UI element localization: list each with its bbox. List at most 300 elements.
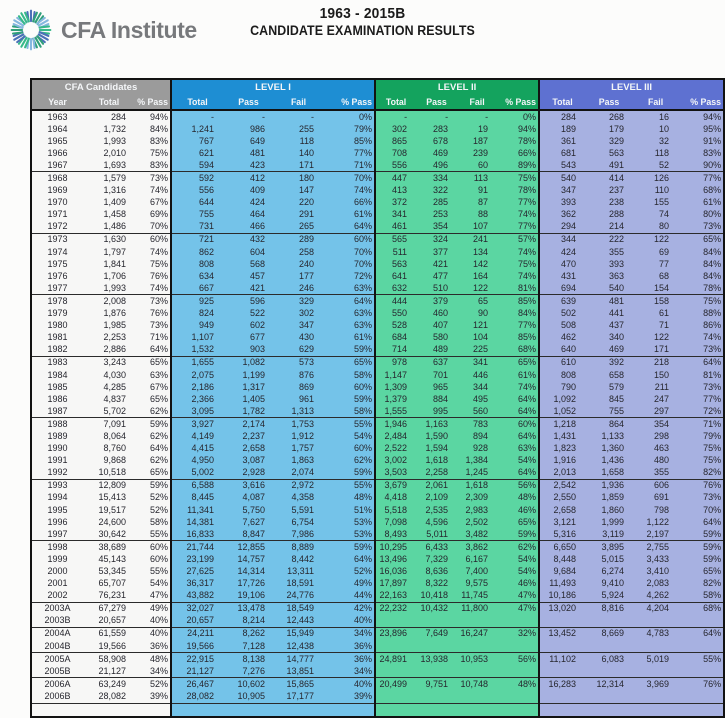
cell-l3-total: 543 <box>539 159 585 172</box>
cell-l2-fail: 107 <box>457 221 497 234</box>
cell-year: 1975 <box>31 258 83 270</box>
table-row <box>31 159 724 172</box>
cell-l1-total: 23,199 <box>171 553 223 565</box>
cell-cand-total: 20,657 <box>83 615 135 628</box>
cell-l1-total: 644 <box>171 197 223 209</box>
cell-cand-pass-rate: 52% <box>135 678 171 691</box>
cell-l3-pass-rate: 79% <box>678 430 724 442</box>
cell-l2-fail <box>457 665 497 678</box>
cell-l1-pass-rate: 74% <box>323 185 375 197</box>
cell-l2-pass-rate: 64% <box>497 393 539 405</box>
cell-l1-pass: 1,199 <box>223 369 274 381</box>
table-row <box>31 381 724 393</box>
cell-l3-fail: 52 <box>633 159 678 172</box>
cell-year: 2005A <box>31 653 83 666</box>
cell-l2-fail: 495 <box>457 393 497 405</box>
cell-l2-fail: 11,800 <box>457 602 497 615</box>
cell-year: 1963 <box>31 110 83 123</box>
cell-l1-pass-rate: 36% <box>323 640 375 653</box>
cell-l3-pass <box>585 640 633 653</box>
cell-cand-total: 1,630 <box>83 233 135 246</box>
cell-l1-pass: 8,262 <box>223 627 274 640</box>
cell-l3-fail: 480 <box>633 455 678 467</box>
cell-l1-pass: 522 <box>223 308 274 320</box>
cell-l1-pass-rate: 36% <box>323 653 375 666</box>
cell-l2-fail: 239 <box>457 147 497 159</box>
cell-l3-pass <box>585 665 633 678</box>
table-row <box>31 479 724 492</box>
cell-l1-pass-rate: 55% <box>323 418 375 431</box>
cell-l2-total: 24,891 <box>375 653 416 666</box>
cell-cand-pass-rate: 40% <box>135 627 171 640</box>
cell-l1-total: 32,027 <box>171 602 223 615</box>
cell-cand-pass-rate: 55% <box>135 528 171 541</box>
cell-year: 1982 <box>31 344 83 357</box>
cell-cand-total: 1,876 <box>83 308 135 320</box>
cell-l1-pass: 7,627 <box>223 516 274 528</box>
cell-l2-total: 2,484 <box>375 430 416 442</box>
cell-cand-pass-rate: 47% <box>135 590 171 603</box>
cell-l3-pass-rate <box>678 703 724 717</box>
cell-l1-pass: 604 <box>223 246 274 258</box>
cell-l2-total: 714 <box>375 344 416 357</box>
cell-l2-pass: 283 <box>416 123 457 135</box>
cell-l1-total: 2,186 <box>171 381 223 393</box>
cell-l3-fail: 798 <box>633 504 678 516</box>
cell-l1-pass-rate: 64% <box>323 553 375 565</box>
cell-l1-total: 755 <box>171 209 223 221</box>
cell-l3-total: 10,186 <box>539 590 585 603</box>
cell-l1-total: 14,381 <box>171 516 223 528</box>
cell-year: 1979 <box>31 308 83 320</box>
cell-l1-total: 721 <box>171 233 223 246</box>
cell-l2-fail: 225 <box>457 344 497 357</box>
cell-l3-fail: 68 <box>633 270 678 282</box>
cell-year: 2004A <box>31 627 83 640</box>
cell-l1-pass: 3,087 <box>223 455 274 467</box>
cell-cand-pass-rate: 52% <box>135 492 171 504</box>
cell-l2-total: 17,897 <box>375 578 416 590</box>
cell-l2-fail: 113 <box>457 172 497 185</box>
cell-l2-pass: 678 <box>416 135 457 147</box>
cell-l2-total: 22,232 <box>375 602 416 615</box>
cell-l1-pass: 14,757 <box>223 553 274 565</box>
cell-l1-total: 21,744 <box>171 541 223 554</box>
cell-l2-fail: 65 <box>457 295 497 308</box>
cell-l3-pass: 363 <box>585 270 633 282</box>
cell-cand-pass-rate: 59% <box>135 479 171 492</box>
cell-l1-pass-rate: 49% <box>323 578 375 590</box>
table-row <box>31 703 724 717</box>
cell-l3-pass: 8,816 <box>585 602 633 615</box>
cell-l3-pass-rate: 64% <box>678 356 724 369</box>
cell-l3-pass: 481 <box>585 295 633 308</box>
cell-l1-pass: 2,174 <box>223 418 274 431</box>
cell-cand-pass-rate: 64% <box>135 443 171 455</box>
cell-l1-pass: 8,214 <box>223 615 274 628</box>
column-header-row <box>31 95 724 110</box>
table-row <box>31 678 724 691</box>
table-row <box>31 308 724 320</box>
cell-l3-fail: 80 <box>633 221 678 234</box>
cell-l3-pass: 288 <box>585 209 633 221</box>
cell-l3-pass: 579 <box>585 381 633 393</box>
cell-l2-pass: 8,322 <box>416 578 457 590</box>
cell-cand-total: 7,091 <box>83 418 135 431</box>
cell-l2-total: 447 <box>375 172 416 185</box>
cell-l3-fail: 110 <box>633 185 678 197</box>
cell-l2-pass: 324 <box>416 233 457 246</box>
cell-l1-fail: 8,442 <box>274 553 323 565</box>
column-group-level3: LEVEL III <box>539 79 724 95</box>
cell-cand-total: 38,689 <box>83 541 135 554</box>
cell-l3-total: 639 <box>539 295 585 308</box>
table-row <box>31 233 724 246</box>
column-group-header-row <box>31 79 724 95</box>
cell-cand-pass-rate: 63% <box>135 369 171 381</box>
cell-l2-total: 684 <box>375 332 416 344</box>
cell-l3-pass-rate: 86% <box>678 320 724 332</box>
cell-l1-pass-rate: 53% <box>323 528 375 541</box>
cell-l1-fail: 2,972 <box>274 479 323 492</box>
cell-l2-total: 550 <box>375 308 416 320</box>
cell-l3-total: 284 <box>539 110 585 123</box>
cell-l1-pass: 1,782 <box>223 405 274 418</box>
cell-l2-fail: 6,167 <box>457 553 497 565</box>
cell-l2-pass-rate: 78% <box>497 185 539 197</box>
cell-l2-pass-rate: 94% <box>497 123 539 135</box>
cell-l3-pass-rate: 71% <box>678 418 724 431</box>
cell-l2-total: 10,295 <box>375 541 416 554</box>
table-row <box>31 443 724 455</box>
cell-l1-pass: 421 <box>223 282 274 295</box>
cell-l2-pass-rate: 57% <box>497 233 539 246</box>
cell-cand-pass-rate: 36% <box>135 640 171 653</box>
cell-l3-pass-rate: 80% <box>678 209 724 221</box>
report-title-range: 1963 - 2015B <box>319 5 406 22</box>
cell-l3-pass: 491 <box>585 159 633 172</box>
cell-cand-total: 19,566 <box>83 640 135 653</box>
cell-l3-fail: 150 <box>633 369 678 381</box>
column-group-level2: LEVEL II <box>375 79 539 95</box>
cell-l1-pass-rate: 70% <box>323 258 375 270</box>
col-header-cand-total: Total <box>83 95 135 110</box>
cell-l3-fail: 691 <box>633 492 678 504</box>
cell-l2-total: 556 <box>375 159 416 172</box>
table-row <box>31 467 724 480</box>
cell-l1-pass-rate: 34% <box>323 627 375 640</box>
table-row <box>31 270 724 282</box>
cell-l1-total: 621 <box>171 147 223 159</box>
cell-l1-total: 24,211 <box>171 627 223 640</box>
report-title-name: CANDIDATE EXAMINATION RESULTS <box>250 23 475 38</box>
table-row <box>31 665 724 678</box>
cell-l2-pass-rate: 46% <box>497 578 539 590</box>
cell-l2-fail: 341 <box>457 356 497 369</box>
cell-l1-fail: 5,591 <box>274 504 323 516</box>
cell-cand-total: 12,809 <box>83 479 135 492</box>
cell-cand-total: 4,285 <box>83 381 135 393</box>
table-row <box>31 602 724 615</box>
cell-l2-total: 528 <box>375 320 416 332</box>
cell-cand-pass-rate: 65% <box>135 467 171 480</box>
cell-l1-fail: 13,851 <box>274 665 323 678</box>
cell-cand-total: 1,732 <box>83 123 135 135</box>
cell-l1-pass-rate: 54% <box>323 430 375 442</box>
cell-l2-pass: 354 <box>416 221 457 234</box>
cell-year: 1981 <box>31 332 83 344</box>
cell-l1-pass: 481 <box>223 147 274 159</box>
cell-l3-pass-rate: 82% <box>678 467 724 480</box>
cell-year: 1983 <box>31 356 83 369</box>
cell-l1-fail: 240 <box>274 258 323 270</box>
cell-year: 2003B <box>31 615 83 628</box>
cell-l3-fail: 154 <box>633 282 678 295</box>
cell-l2-pass-rate: 47% <box>497 590 539 603</box>
cell-l1-fail: 289 <box>274 233 323 246</box>
cell-l3-total: 2,550 <box>539 492 585 504</box>
cell-l2-total: 1,379 <box>375 393 416 405</box>
cell-l3-pass-rate: 59% <box>678 541 724 554</box>
cell-l2-pass: 489 <box>416 344 457 357</box>
cell-l2-fail: 121 <box>457 320 497 332</box>
cell-l1-pass: 649 <box>223 135 274 147</box>
cell-cand-pass-rate: 74% <box>135 282 171 295</box>
cell-l3-pass: 6,274 <box>585 565 633 577</box>
cell-l2-total: 5,518 <box>375 504 416 516</box>
cell-l2-pass: 477 <box>416 270 457 282</box>
cell-year: 1993 <box>31 479 83 492</box>
cell-l1-pass-rate: 60% <box>323 233 375 246</box>
cell-cand-pass-rate: 34% <box>135 665 171 678</box>
cell-l1-fail: 265 <box>274 221 323 234</box>
cell-l1-total: 4,950 <box>171 455 223 467</box>
cell-l1-fail: 12,438 <box>274 640 323 653</box>
cell-cand-total: 3,243 <box>83 356 135 369</box>
cell-l2-pass-rate: 32% <box>497 627 539 640</box>
cell-cand-total: 1,486 <box>83 221 135 234</box>
cell-l3-pass-rate: 84% <box>678 246 724 258</box>
table-row <box>31 123 724 135</box>
cell-l2-total: 865 <box>375 135 416 147</box>
cell-l1-pass-rate: 85% <box>323 135 375 147</box>
cell-l1-total: 1,655 <box>171 356 223 369</box>
cell-l2-pass-rate: 63% <box>497 443 539 455</box>
cell-year: 1966 <box>31 147 83 159</box>
col-header-l2-total: Total <box>375 95 416 110</box>
cell-l2-fail: 894 <box>457 430 497 442</box>
cell-l1-pass-rate: 52% <box>323 565 375 577</box>
cell-l1-fail: 329 <box>274 295 323 308</box>
cell-l2-fail: 187 <box>457 135 497 147</box>
cell-l1-fail: 147 <box>274 185 323 197</box>
cell-l3-total: 362 <box>539 209 585 221</box>
cell-l1-total: 8,445 <box>171 492 223 504</box>
cell-year: 1988 <box>31 418 83 431</box>
cell-l3-pass: 1,436 <box>585 455 633 467</box>
cell-l1-total: 5,002 <box>171 467 223 480</box>
cell-l1-pass-rate: 59% <box>323 344 375 357</box>
cell-l2-total: 302 <box>375 123 416 135</box>
cell-l2-total <box>375 665 416 678</box>
cell-l2-total: 3,679 <box>375 479 416 492</box>
table-row <box>31 615 724 628</box>
cell-l1-pass-rate: 40% <box>323 678 375 691</box>
cell-year: 1976 <box>31 270 83 282</box>
cell-cand-pass-rate: 73% <box>135 320 171 332</box>
cell-l1-pass-rate: 55% <box>323 479 375 492</box>
cell-l3-pass-rate: 65% <box>678 565 724 577</box>
cell-cand-pass-rate: 75% <box>135 147 171 159</box>
cell-l2-pass: 379 <box>416 295 457 308</box>
cell-cand-pass-rate: 94% <box>135 110 171 123</box>
table-row <box>31 295 724 308</box>
cell-l1-fail: 302 <box>274 308 323 320</box>
cell-year: 1978 <box>31 295 83 308</box>
cell-year: 1974 <box>31 246 83 258</box>
cell-l3-total: 462 <box>539 332 585 344</box>
cell-cand-total: 63,249 <box>83 678 135 691</box>
cell-cand-pass-rate: 64% <box>135 344 171 357</box>
cell-l1-total: 6,588 <box>171 479 223 492</box>
cell-l1-fail: 258 <box>274 246 323 258</box>
cell-l1-fail: 13,311 <box>274 565 323 577</box>
cell-l1-pass: 568 <box>223 258 274 270</box>
cell-cand-total: 1,985 <box>83 320 135 332</box>
cell-cand-pass-rate: 62% <box>135 455 171 467</box>
cell-cand-pass-rate: 65% <box>135 356 171 369</box>
cell-l1-fail: - <box>274 110 323 123</box>
cell-l2-pass: 253 <box>416 209 457 221</box>
col-header-l1-pass-rate: % Pass <box>323 95 375 110</box>
cell-cand-pass-rate: 74% <box>135 185 171 197</box>
cell-cand-total: 15,413 <box>83 492 135 504</box>
cell-l3-pass-rate <box>678 690 724 703</box>
cell-l1-pass: 464 <box>223 209 274 221</box>
cell-l2-pass: 2,061 <box>416 479 457 492</box>
cell-l3-pass: 563 <box>585 147 633 159</box>
cell-l2-fail: 560 <box>457 405 497 418</box>
cell-cand-pass-rate: 49% <box>135 602 171 615</box>
cell-l1-pass-rate: 34% <box>323 665 375 678</box>
cell-l3-pass: 437 <box>585 320 633 332</box>
cell-l1-pass-rate: 60% <box>323 381 375 393</box>
cell-l1-total <box>171 703 223 717</box>
cell-l3-total: 13,020 <box>539 602 585 615</box>
cell-l2-pass: 1,618 <box>416 455 457 467</box>
cell-cand-pass-rate: 40% <box>135 615 171 628</box>
cell-l1-fail: 2,074 <box>274 467 323 480</box>
cell-l2-pass: 2,109 <box>416 492 457 504</box>
cell-year: 2004B <box>31 640 83 653</box>
cell-l3-total: 1,052 <box>539 405 585 418</box>
cell-l2-total: 8,493 <box>375 528 416 541</box>
cell-year: 1970 <box>31 197 83 209</box>
cell-l2-pass: 580 <box>416 332 457 344</box>
cell-cand-total: 53,345 <box>83 565 135 577</box>
cell-l3-total: 11,493 <box>539 578 585 590</box>
cell-l1-pass-rate: 51% <box>323 504 375 516</box>
cell-cand-pass-rate: 65% <box>135 393 171 405</box>
cell-l2-pass-rate: 81% <box>497 282 539 295</box>
cell-l1-pass: 2,928 <box>223 467 274 480</box>
cell-l3-pass-rate: 78% <box>678 282 724 295</box>
cell-l3-fail <box>633 703 678 717</box>
cell-l3-fail: 61 <box>633 308 678 320</box>
cell-l2-pass: 4,596 <box>416 516 457 528</box>
cell-l1-fail: 573 <box>274 356 323 369</box>
cell-l2-fail: 60 <box>457 159 497 172</box>
col-header-l2-pass-rate: % Pass <box>497 95 539 110</box>
cell-l3-fail: 155 <box>633 197 678 209</box>
cell-l3-total: 1,431 <box>539 430 585 442</box>
cell-l2-pass-rate <box>497 690 539 703</box>
cell-cand-total: 1,579 <box>83 172 135 185</box>
cell-year: 1971 <box>31 209 83 221</box>
cell-l2-pass-rate: 54% <box>497 455 539 467</box>
cell-l3-total: 393 <box>539 197 585 209</box>
cell-l1-pass-rate: 77% <box>323 147 375 159</box>
col-header-l1-pass: Pass <box>223 95 274 110</box>
cell-l3-fail: 77 <box>633 258 678 270</box>
cell-l1-total: 19,566 <box>171 640 223 653</box>
cell-l2-pass-rate: 62% <box>497 541 539 554</box>
cell-l2-total: 511 <box>375 246 416 258</box>
cell-l3-pass: 238 <box>585 197 633 209</box>
cell-cand-pass-rate: 62% <box>135 430 171 442</box>
cell-cand-total: 65,707 <box>83 578 135 590</box>
cell-cand-pass-rate: 58% <box>135 516 171 528</box>
cell-l2-fail: 344 <box>457 381 497 393</box>
cell-year: 1972 <box>31 221 83 234</box>
table-row <box>31 504 724 516</box>
cell-l3-pass: 268 <box>585 110 633 123</box>
cell-l1-fail: 220 <box>274 197 323 209</box>
cell-l3-pass-rate <box>678 640 724 653</box>
cell-cand-total: 2,010 <box>83 147 135 159</box>
cell-cand-total: 4,030 <box>83 369 135 381</box>
cell-l3-total: 431 <box>539 270 585 282</box>
cell-l2-total: 978 <box>375 356 416 369</box>
cell-l1-total: 20,657 <box>171 615 223 628</box>
cell-cand-pass-rate: 39% <box>135 690 171 703</box>
cell-l1-total: 824 <box>171 308 223 320</box>
cell-l2-total: 565 <box>375 233 416 246</box>
cell-cand-pass-rate: 84% <box>135 123 171 135</box>
cell-l3-total <box>539 690 585 703</box>
cell-l2-fail: 1,618 <box>457 479 497 492</box>
cell-l3-total: 11,102 <box>539 653 585 666</box>
cell-l2-fail: 16,247 <box>457 627 497 640</box>
cell-year: 1986 <box>31 393 83 405</box>
cell-l2-total: 2,522 <box>375 443 416 455</box>
cell-l3-pass: 540 <box>585 282 633 295</box>
cell-l3-total: 6,650 <box>539 541 585 554</box>
cell-cand-total <box>83 703 135 717</box>
cell-cand-total: 1,797 <box>83 246 135 258</box>
cell-l1-fail: 876 <box>274 369 323 381</box>
cell-l1-pass-rate: 58% <box>323 405 375 418</box>
cell-cand-total: 21,127 <box>83 665 135 678</box>
cell-l2-fail: 90 <box>457 308 497 320</box>
cell-l2-pass-rate: 74% <box>497 270 539 282</box>
cell-l1-pass: 432 <box>223 233 274 246</box>
cell-l1-fail: 869 <box>274 381 323 393</box>
cell-l3-pass-rate: 70% <box>678 504 724 516</box>
cell-l2-pass: 2,258 <box>416 467 457 480</box>
col-header-l3-total: Total <box>539 95 585 110</box>
cell-l1-pass: 19,106 <box>223 590 274 603</box>
